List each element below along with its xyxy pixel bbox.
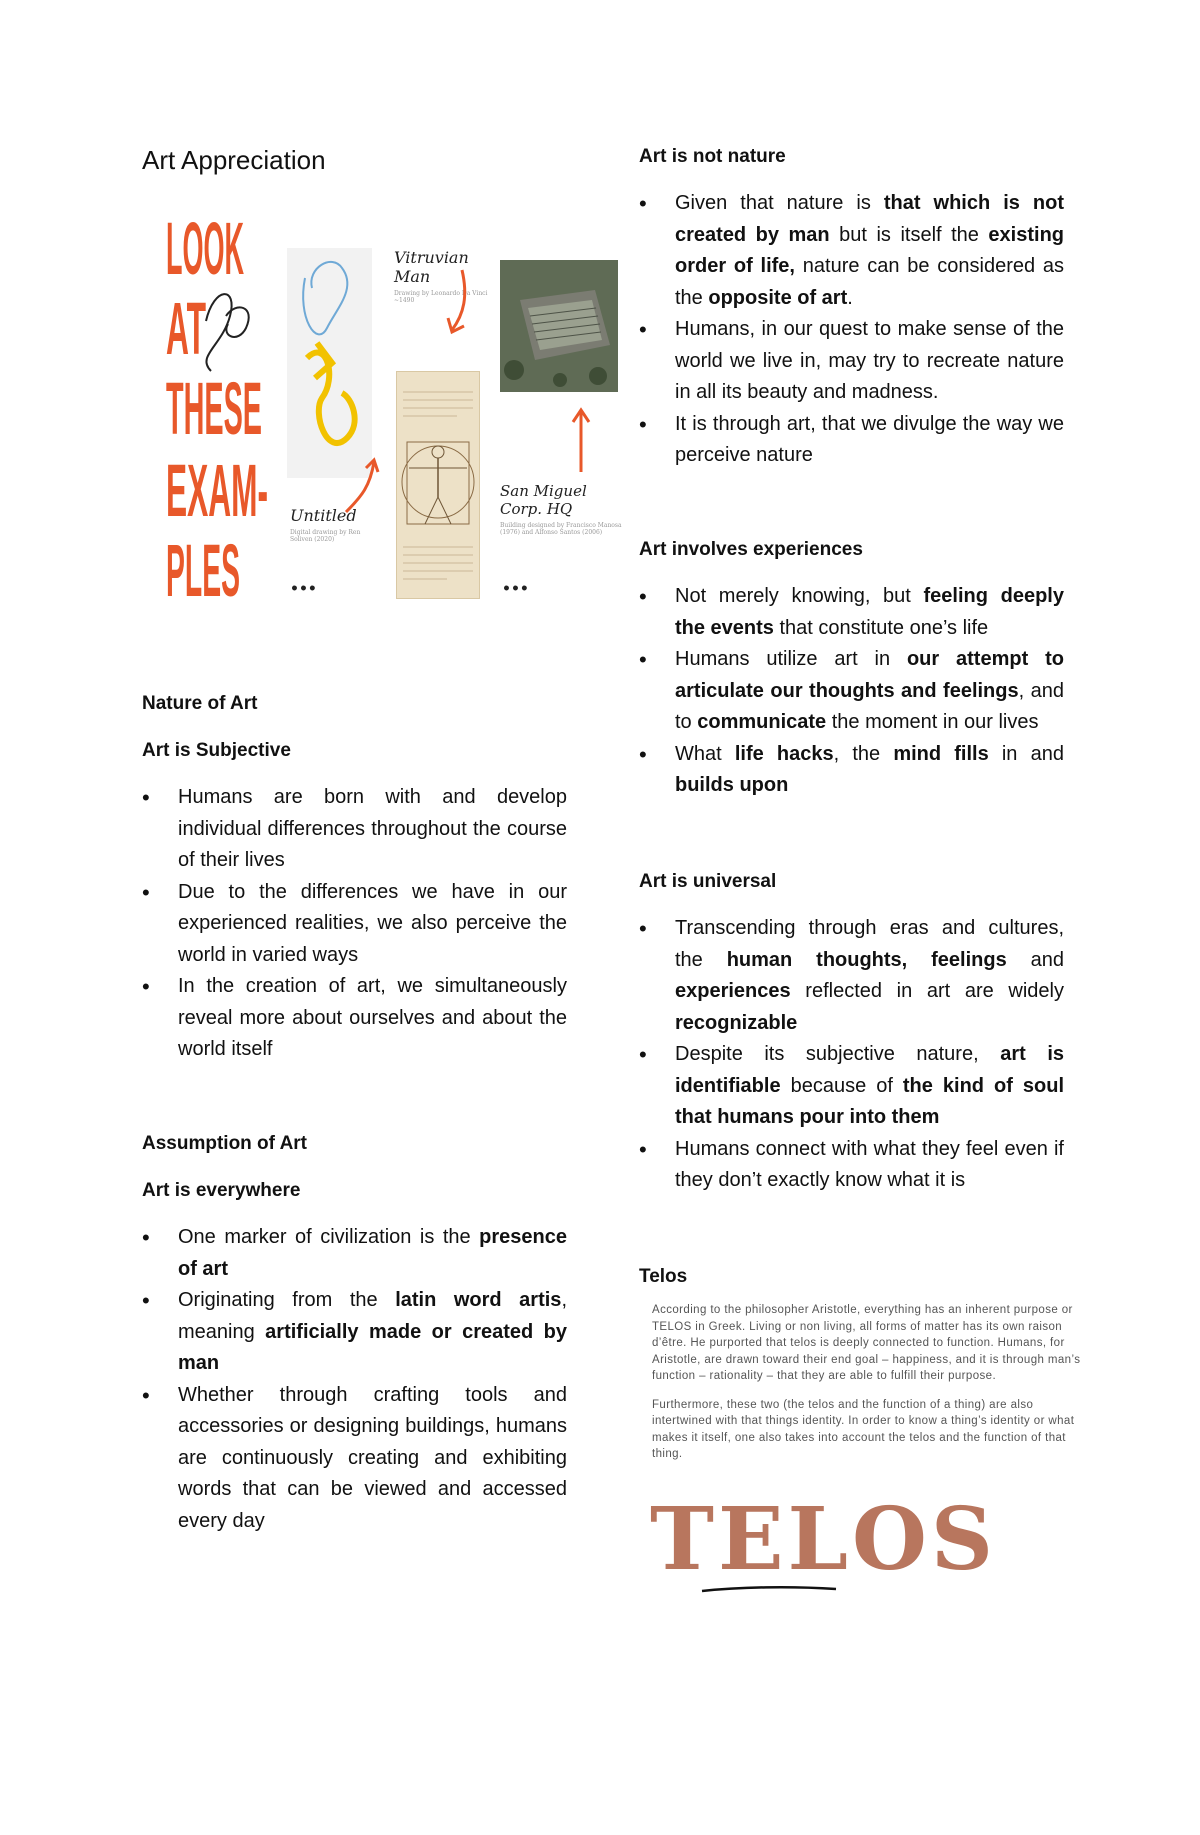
nature-of-art-heading: Nature of Art: [142, 693, 258, 714]
page-title: Art Appreciation: [142, 145, 326, 175]
these-word: THESE: [166, 367, 262, 450]
san-miguel-caption: [500, 482, 622, 536]
list-item: • Not merely knowing, but feeling deeply the events that constitute one’s life: [639, 581, 1064, 644]
list-item: • One marker of civilization is the presence of art: [142, 1222, 567, 1285]
exam-word: EXAM-: [166, 449, 268, 532]
look-text-graphic: [166, 206, 286, 606]
untitled-subtitle: Digital drawing by Ren Soliven (2020): [290, 529, 361, 543]
list-item: • Whether through crafting tools and accessories or designing buildings, humans are continuously creating and exhibiting words that can be viewed and accessed every day: [142, 1380, 567, 1538]
untitled-artwork: [287, 248, 372, 478]
list-item: • Given that nature is that which is not created by man but is itself the existing order of life, nature can be considered as the opposite of art.: [639, 188, 1064, 314]
arrow-icon: [567, 406, 597, 476]
not-nature-list: [639, 188, 1064, 472]
san-miguel-subtitle: Building designed by Francisco Manosa (1976) and Alfonso Santos (2006): [500, 522, 622, 536]
untitled-dots: •••: [290, 581, 317, 597]
list-item: • Humans utilize art in our attempt to articulate our thoughts and feelings, and to communicate the moment in our lives: [639, 644, 1064, 739]
san-miguel-title: San Miguel Corp. HQ: [500, 482, 587, 518]
san-miguel-photo: [500, 260, 618, 392]
ples-word: PLES: [166, 529, 240, 606]
vitruvian-subtitle: Drawing by Leonardo Da Vinci ~1490: [394, 290, 488, 304]
list-item: • Originating from the latin word artis, meaning artificially made or created by man: [142, 1285, 567, 1380]
list-item: • Humans, in our quest to make sense of the world we live in, may try to recreate nature in all its beauty and madness.: [639, 314, 1064, 409]
list-item: • In the creation of art, we simultaneously reveal more about ourselves and about the world itself: [142, 971, 567, 1066]
subjective-list: [142, 782, 567, 1066]
telos-logo: TELOS: [650, 1489, 998, 1590]
list-item: • Transcending through eras and cultures, the human thoughts, feelings and experiences reflected in art are widely recognizable: [639, 913, 1064, 1039]
art-is-everywhere-heading: Art is everywhere: [142, 1180, 301, 1201]
list-item: • Humans are born with and develop individual differences throughout the course of their lives: [142, 782, 567, 877]
experiences-list: [639, 581, 1064, 802]
art-is-not-nature-heading: Art is not nature: [639, 146, 786, 167]
telos-underline: [700, 1583, 840, 1595]
vitruvian-man-image: [396, 371, 480, 599]
art-is-subjective-heading: Art is Subjective: [142, 740, 291, 761]
art-is-universal-heading: Art is universal: [639, 871, 777, 892]
look-word: LOOK: [166, 207, 244, 290]
telos-heading: Telos: [639, 1266, 688, 1287]
assumption-of-art-heading: Assumption of Art: [142, 1133, 308, 1154]
arrow-icon: [442, 266, 472, 336]
everywhere-list: [142, 1222, 567, 1537]
list-item: • It is through art, that we divulge the way we perceive nature: [639, 409, 1064, 472]
examples-collage: [142, 196, 622, 616]
list-item: • What life hacks, the mind fills in and builds upon: [639, 739, 1064, 802]
look-at-these-examples-graphic: [166, 206, 286, 606]
telos-paragraph-2: Furthermore, these two (the telos and the function of a thing) are also intertwined with that things identity. In order to know a thing’s identity or what makes it itself, one also takes into account the telos and the function of that thing.: [652, 1398, 1075, 1460]
vitruvian-drawing: [397, 372, 479, 598]
arrow-icon: [342, 456, 382, 516]
list-item: • Despite its subjective nature, art is identifiable because of the kind of soul that humans pour into them: [639, 1039, 1064, 1134]
untitled-artwork-image: [287, 248, 372, 478]
san-miguel-dots: •••: [502, 581, 529, 597]
vitruvian-title: Vitruvian Man: [394, 248, 469, 286]
san-miguel-image: [500, 260, 618, 392]
list-item: • Due to the differences we have in our experienced realities, we also perceive the world in varied ways: [142, 877, 567, 972]
telos-paragraph-1: According to the philosopher Aristotle, everything has an inherent purpose or TELOS in Greek. Living or non living, all forms of matter has its own raison d’être. He purported that telos is deeply connected to function. Humans, for Aristotle, are drawn toward their end goal – happiness, and it is through man’s function – rationality – that they are able to fulfill their purpose.: [652, 1304, 1081, 1382]
list-item: • Humans connect with what they feel even if they don’t exactly know what it is: [639, 1134, 1064, 1197]
universal-list: [639, 913, 1064, 1197]
art-involves-experiences-heading: Art involves experiences: [639, 539, 863, 560]
at-word: AT: [166, 287, 206, 370]
untitled-title: Untitled: [290, 506, 357, 525]
telos-description: [652, 1302, 1092, 1475]
